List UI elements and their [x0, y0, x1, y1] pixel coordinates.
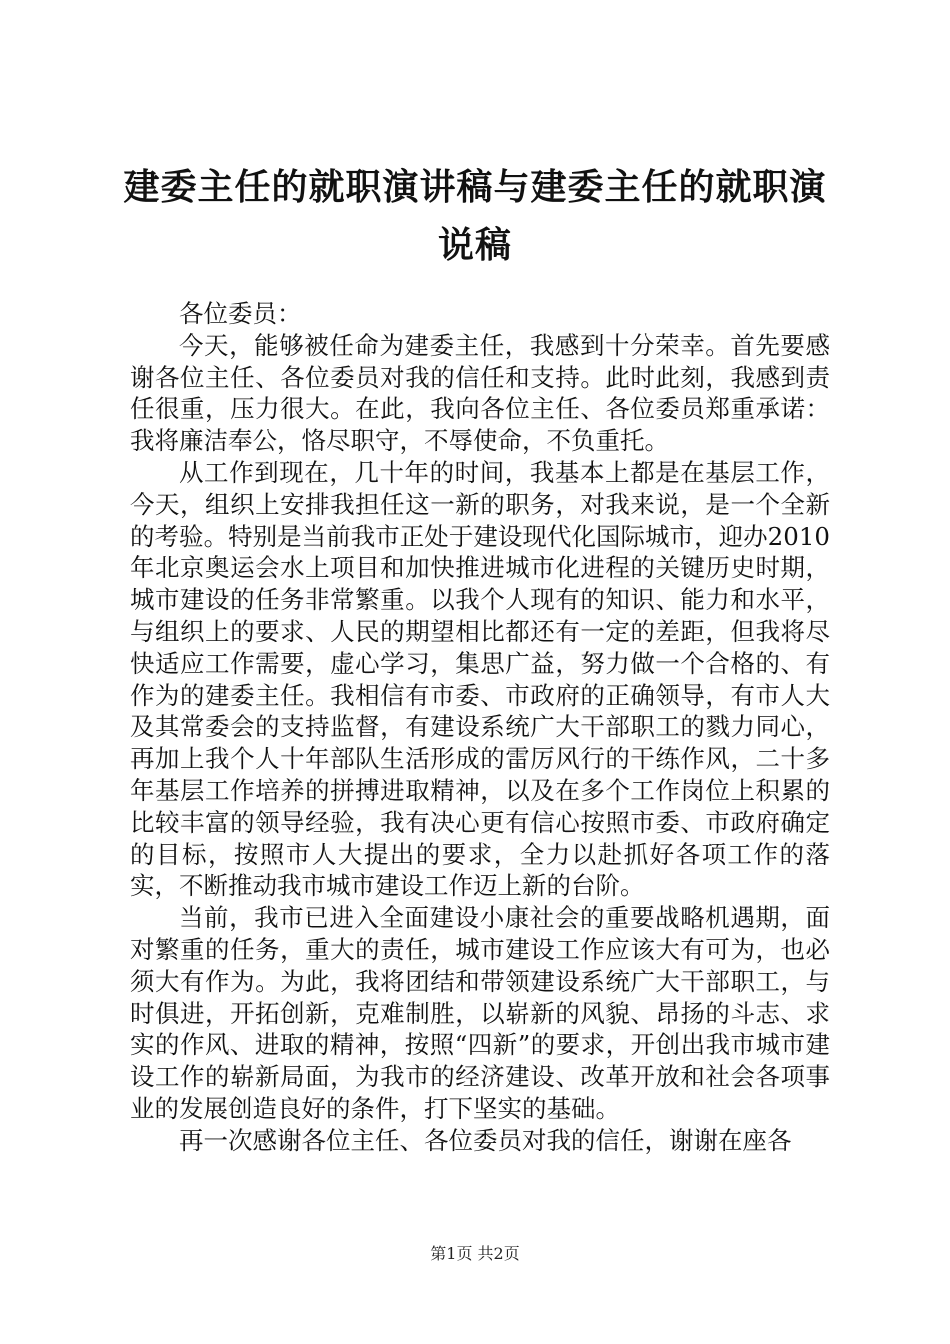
paragraph: 今天，能够被任命为建委主任，我感到十分荣幸。首先要感谢各位主任、各位委员对我的信任和支持。此时此刻，我感到责任很重，压力很大。在此，我向各位主任、各位委员郑重承诺：我将廉洁奉公，恪尽职守，不辱使命，不负重托。: [130, 330, 830, 456]
paragraph: 再一次感谢各位主任、各位委员对我的信任，谢谢在座各: [179, 1125, 792, 1155]
salutation: 各位委员：: [179, 299, 302, 328]
document-title: 建委主任的就职演讲稿与建委主任的就职演说稿: [123, 166, 827, 266]
paragraph: 从工作到现在，几十年的时间，我基本上都是在基层工作，今天，组织上安排我担任这一新的职务，对我来说，是一个全新的考验。特别是当前我市正处于建设现代化国际城市，迎办2010年北京奥运会水上项目和加快推进城市化进程的关键历史时期，城市建设的任务非常繁重。以我个人现有的知识、能力和水平，与组织上的要求、人民的期望相比都还有一定的差距，但我将尽快适应工作需要，虚心学习，集思广益，努力做一个合格的、有作为的建委主任。我相信有市委、市政府的正确领导，有市人大及其常委会的支持监督，有建设系统广大干部职工的戮力同心，再加上我个人十年部队生活形成的雷厉风行的干练作风，二十多年基层工作培养的拼搏进取精神，以及在多个工作岗位上积累的比较丰富的领导经验，我有决心更有信心按照市委、市政府确定的目标，按照市人大提出的要求，全力以赴抓好各项工作的落实，不断推动我市城市建设工作迈上新的台阶。: [130, 457, 830, 901]
paragraph: 当前，我市已进入全面建设小康社会的重要战略机遇期，面对繁重的任务，重大的责任，城市建设工作应该大有可为，也必须大有作为。为此，我将团结和带领建设系统广大干部职工，与时俱进，开拓创新，克难制胜，以崭新的风貌、昂扬的斗志、求实的作风、进取的精神，按照“四新”的要求，开创出我市城市建设工作的崭新局面，为我市的经济建设、改革开放和社会各项事业的发展创造良好的条件，打下坚实的基础。: [130, 903, 830, 1123]
page-number-footer: 第1页 共2页: [430, 1244, 520, 1263]
document-body: [130, 298, 830, 1157]
